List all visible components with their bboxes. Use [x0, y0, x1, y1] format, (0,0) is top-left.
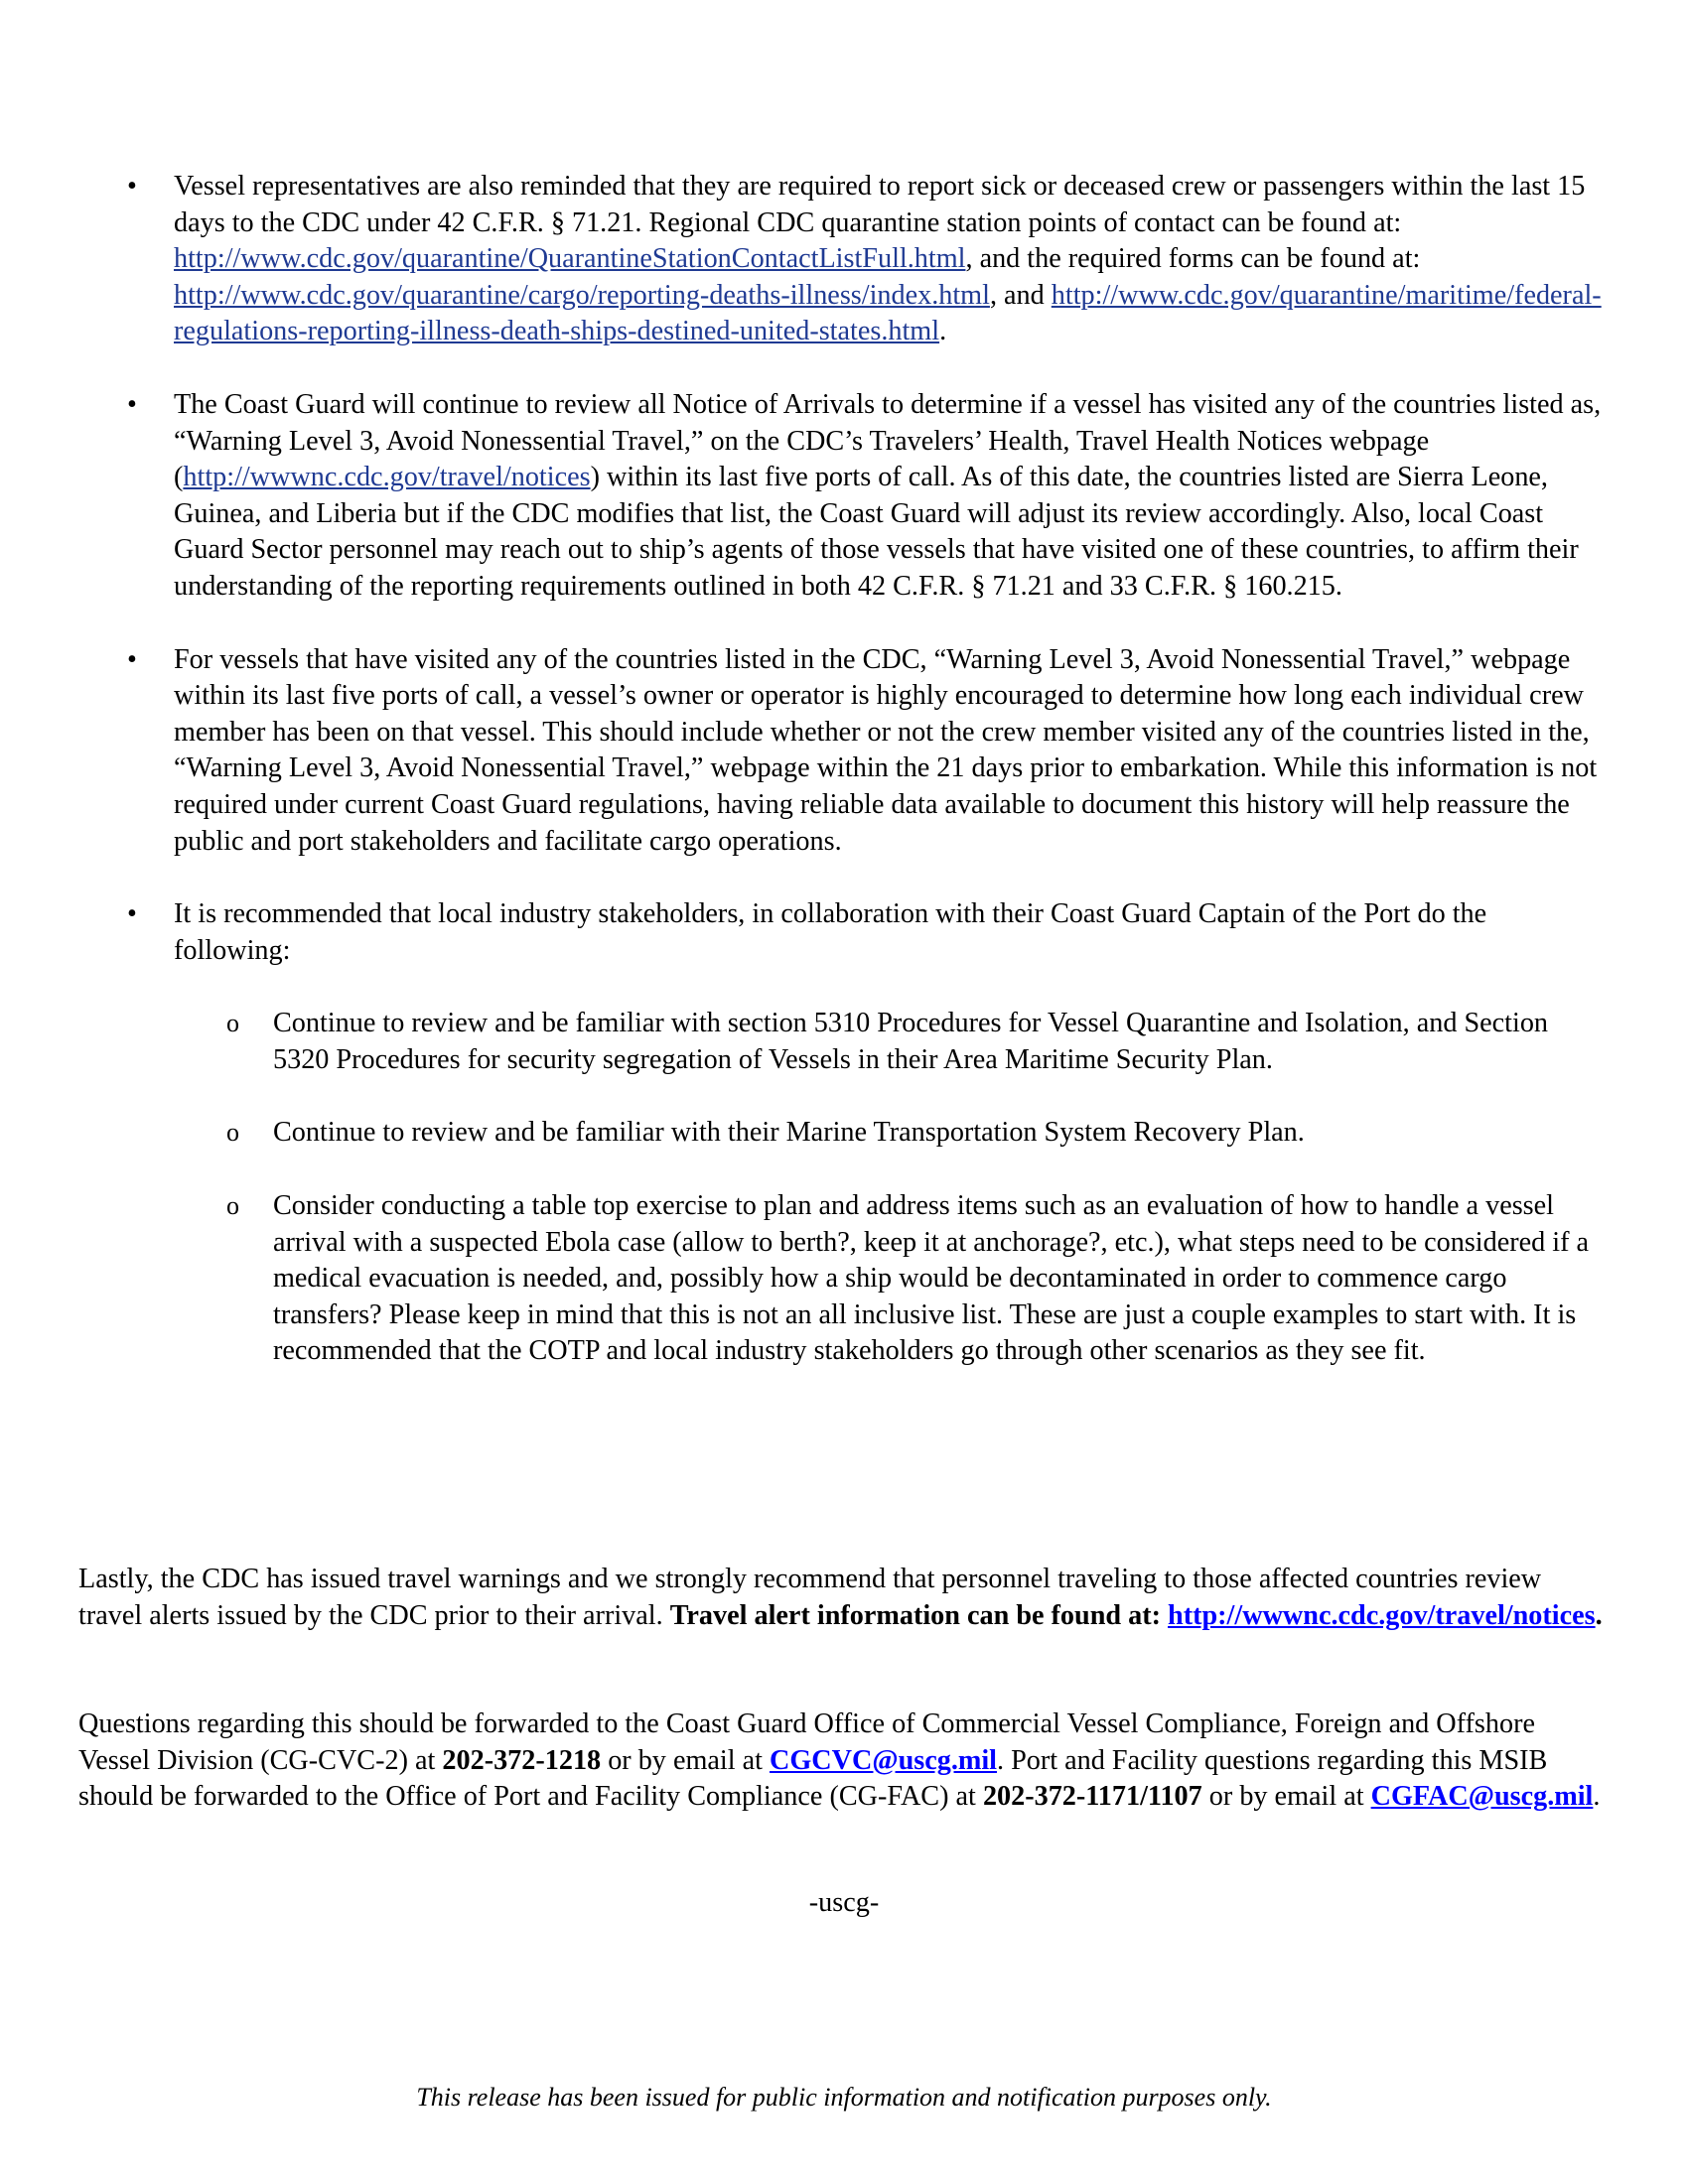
bullet-marker: • [127, 388, 137, 420]
travel-alert-label: Travel alert information can be found at: [669, 1599, 1169, 1631]
bullet-text: ) within its last five ports of call. As of this date, the countries listed are Sierra Leone, Guinea, and Liberia but if the CDC modifies that list, the Coast Guard will adjust its review accordingly. Also, local Coast Guard Sector personnel may reach out to ship’s agents of those vessels that have visited one of these countries, to affirm their understanding of the reporting requirements outlined in both 42 C.F.R. § 71.21 and 33 C.F.R. § 160.215. [174, 462, 1579, 602]
bullet-text: , and [989, 279, 1052, 311]
paragraph-text: or by email at [601, 1744, 770, 1776]
maritime-regulations-link[interactable]: http://www.cdc.gov/quarantine/maritime/federal-regulations-reporting-illness-death-ships-destined-united-states.html [174, 279, 1602, 347]
sub-bullet-marker: o [226, 1118, 239, 1148]
sub-item [226, 1188, 1604, 1370]
paragraph-text: Lastly, the CDC has issued travel warnings and we strongly recommend that personnel traveling to those affected countries review travel alerts issued by the CDC prior to their arrival. [78, 1564, 1542, 1631]
sub-bullet-marker: o [226, 1191, 239, 1221]
bullet-marker: • [127, 171, 137, 202]
paragraph-text: . Port and Facility questions regarding this MSIB should be forwarded to the Office of Port and Facility Compliance (CG-FAC) at [78, 1744, 1548, 1813]
cvc-phone: 202-372-1218 [442, 1744, 602, 1776]
paragraph-text: Questions regarding this should be forwarded to the Coast Guard Office of Commercial Vessel Compliance, Foreign and Offshore Vessel Division (CG-CVC-2) at [78, 1708, 1535, 1776]
bullet-marker: • [127, 898, 137, 930]
questions-paragraph [78, 1706, 1608, 1816]
cgcvc-email-link[interactable]: CGCVC@uscg.mil [770, 1744, 998, 1776]
quarantine-station-link[interactable]: http://www.cdc.gov/quarantine/QuarantineStationContactListFull.html [174, 243, 966, 275]
bullet-text: The Coast Guard will continue to review all Notice of Arrivals to determine if a vessel has visited any of the countries listed as, “Warning Level 3, Avoid Nonessential Travel,” on the CDC’s Travelers’ Health, Travel Health Notices webpage ( [174, 388, 1602, 493]
travel-alert-link[interactable]: http://wwwnc.cdc.gov/travel/notices [1168, 1599, 1596, 1631]
bullet-text: For vessels that have visited any of the countries listed in the CDC, “Warning Level 3, Avoid Nonessential Travel,” webpage within its last five ports of call, a vessel’s owner or operator is highly encouraged to determine how long each individual crew member has been on that vessel. This should include whether or not the crew member visited any of the countries listed in the, “Warning Level 3, Avoid Nonessential Travel,” webpage within the 21 days prior to embarkation. While this information is not required under current Coast Guard regulations, having reliable data available to document this history will help reassure the public and port stakeholders and facilitate cargo operations. [174, 643, 1598, 857]
bullet-item-reporting [127, 169, 1604, 350]
sub-item-text: Continue to review and be familiar with their Marine Transportation System Recovery Plan. [273, 1117, 1305, 1149]
sub-item-text: Continue to review and be familiar with section 5310 Procedures for Vessel Quarantine and Isolation, and Section 5320 Procedures for security segregation of Vessels in their Area Maritime Security Plan. [273, 1008, 1549, 1075]
sub-item [226, 1115, 1604, 1152]
bullet-list [127, 169, 1604, 1407]
bullet-text: , and the required forms can be found at: [965, 243, 1421, 275]
sub-list [174, 1006, 1604, 1370]
sub-item [226, 1006, 1604, 1078]
bullet-item-crew-history [127, 642, 1604, 861]
paragraph-text: . [1595, 1599, 1603, 1631]
paragraph-text: . [1593, 1781, 1601, 1813]
sub-bullet-marker: o [226, 1009, 239, 1038]
sub-item-text: Consider conducting a table top exercise to plan and address items such as an evaluation of how to handle a vessel arrival with a suspected Ebola case (allow to berth?, keep it at anchorage?, etc.), what steps need to be considered if a medical evacuation is needed, and, possibly how a ship would be decontaminated in order to commence cargo transfers? Please keep in mind that this is not an all inclusive list. These are just a couple examples to start with. It is recommended that the COTP and local industry stakeholders go through other scenarios as they see fit. [273, 1190, 1590, 1367]
cgfac-email-link[interactable]: CGFAC@uscg.mil [1370, 1781, 1594, 1813]
reporting-forms-link[interactable]: http://www.cdc.gov/quarantine/cargo/reporting-deaths-illness/index.html [174, 279, 990, 311]
bullet-text: It is recommended that local industry stakeholders, in collaboration with their Coast Guard Captain of the Port do the following: [174, 898, 1487, 966]
bullet-text: Vessel representatives are also reminded that they are required to report sick or deceased crew or passengers within the last 15 days to the CDC under 42 C.F.R. § 71.21. Regional CDC quarantine station points of contact can be found at: [174, 171, 1586, 238]
fac-phone: 202-372-1171/1107 [982, 1781, 1202, 1813]
bullet-item-notice-of-arrival [127, 387, 1604, 606]
end-mark: -uscg- [808, 1887, 880, 1918]
bullet-text: . [939, 316, 947, 347]
paragraph-text: or by email at [1201, 1781, 1371, 1813]
footer-disclaimer: This release has been issued for public information and notification purposes only. [416, 2083, 1272, 2112]
bullet-item-recommendations [127, 896, 1604, 1370]
travel-notices-link[interactable]: http://wwwnc.cdc.gov/travel/notices [183, 462, 591, 493]
lastly-paragraph [78, 1562, 1608, 1634]
bullet-marker: • [127, 643, 137, 675]
